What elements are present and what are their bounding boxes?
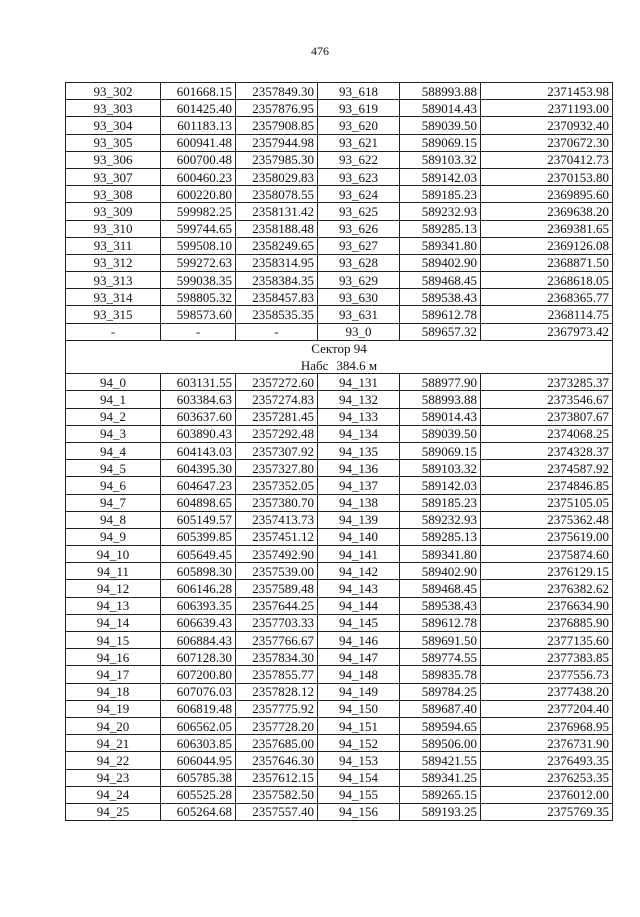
table-row xyxy=(66,425,613,442)
x-right: 589402.90 xyxy=(400,254,481,271)
point-id-left: 93_303 xyxy=(66,100,161,117)
point-id-right: 94_138 xyxy=(318,494,400,511)
y-right: 2375619.00 xyxy=(481,528,613,545)
point-id-left: 94_0 xyxy=(66,374,161,391)
y-right: 2369381.65 xyxy=(481,220,613,237)
y-left: 2357876.95 xyxy=(236,100,318,117)
x-left: 605785.38 xyxy=(161,769,236,786)
y-right: 2376634.90 xyxy=(481,597,613,614)
y-left: 2357646.30 xyxy=(236,752,318,769)
y-left: 2357834.30 xyxy=(236,649,318,666)
y-right: 2374587.92 xyxy=(481,460,613,477)
table-row xyxy=(66,237,613,254)
y-left: 2358078.55 xyxy=(236,186,318,203)
y-right: 2371453.98 xyxy=(481,83,613,100)
x-left: 603131.55 xyxy=(161,374,236,391)
y-left: 2357539.00 xyxy=(236,563,318,580)
x-left: 601425.40 xyxy=(161,100,236,117)
y-left: 2357612.15 xyxy=(236,769,318,786)
sector-elevation xyxy=(66,357,613,374)
point-id-left: 94_18 xyxy=(66,683,161,700)
point-id-right: 94_141 xyxy=(318,546,400,563)
y-right: 2376253.35 xyxy=(481,769,613,786)
table-row xyxy=(66,597,613,614)
x-right: 589538.43 xyxy=(400,289,481,306)
point-id-left: 94_17 xyxy=(66,666,161,683)
x-left: 606884.43 xyxy=(161,632,236,649)
page-number: 476 xyxy=(311,44,329,58)
point-id-left: 93_305 xyxy=(66,134,161,151)
sector-title-row xyxy=(66,340,613,357)
point-id-right: 94_148 xyxy=(318,666,400,683)
x-left: 605149.57 xyxy=(161,511,236,528)
point-id-left: 93_311 xyxy=(66,237,161,254)
y-left: 2357908.85 xyxy=(236,117,318,134)
point-id-right: 94_152 xyxy=(318,735,400,752)
y-right: 2375105.05 xyxy=(481,494,613,511)
x-left: - xyxy=(161,323,236,340)
point-id-left: 93_302 xyxy=(66,83,161,100)
x-left: 600941.48 xyxy=(161,134,236,151)
y-left: 2358314.95 xyxy=(236,254,318,271)
y-left: 2358535.35 xyxy=(236,306,318,323)
x-left: 601668.15 xyxy=(161,83,236,100)
x-right: 589657.32 xyxy=(400,323,481,340)
y-left: 2357380.70 xyxy=(236,494,318,511)
point-id-right: 94_155 xyxy=(318,786,400,803)
point-id-right: 94_142 xyxy=(318,563,400,580)
table-row xyxy=(66,580,613,597)
x-left: 600460.23 xyxy=(161,168,236,185)
y-left: 2357849.30 xyxy=(236,83,318,100)
x-left: 603890.43 xyxy=(161,425,236,442)
point-id-right: 94_131 xyxy=(318,374,400,391)
x-right: 589142.03 xyxy=(400,168,481,185)
x-right: 589285.13 xyxy=(400,220,481,237)
point-id-right: 94_145 xyxy=(318,614,400,631)
x-left: 606393.35 xyxy=(161,597,236,614)
x-right: 589069.15 xyxy=(400,442,481,459)
table-row xyxy=(66,83,613,100)
point-id-left: 94_15 xyxy=(66,632,161,649)
point-id-right: 94_134 xyxy=(318,425,400,442)
y-right: 2374068.25 xyxy=(481,425,613,442)
y-left: 2358029.83 xyxy=(236,168,318,185)
table-row xyxy=(66,203,613,220)
y-right: 2374328.37 xyxy=(481,442,613,459)
x-left: 607200.80 xyxy=(161,666,236,683)
y-right: 2367973.42 xyxy=(481,323,613,340)
y-left: 2358384.35 xyxy=(236,272,318,289)
y-right: 2370153.80 xyxy=(481,168,613,185)
x-right: 589185.23 xyxy=(400,186,481,203)
y-left: 2357492.90 xyxy=(236,546,318,563)
x-right: 588977.90 xyxy=(400,374,481,391)
x-right: 589594.65 xyxy=(400,717,481,734)
y-right: 2376129.15 xyxy=(481,563,613,580)
y-left: 2357855.77 xyxy=(236,666,318,683)
x-left: 606819.48 xyxy=(161,700,236,717)
x-right: 589285.13 xyxy=(400,528,481,545)
x-right: 589687.40 xyxy=(400,700,481,717)
point-id-left: 93_315 xyxy=(66,306,161,323)
point-id-left: 94_21 xyxy=(66,735,161,752)
x-right: 589402.90 xyxy=(400,563,481,580)
point-id-left: 94_4 xyxy=(66,442,161,459)
y-left: 2357703.33 xyxy=(236,614,318,631)
point-id-right: 93_623 xyxy=(318,168,400,185)
y-right: 2374846.85 xyxy=(481,477,613,494)
point-id-left: 94_25 xyxy=(66,803,161,820)
y-right: 2376382.62 xyxy=(481,580,613,597)
x-left: 605525.28 xyxy=(161,786,236,803)
x-right: 589468.45 xyxy=(400,272,481,289)
point-id-right: 93_621 xyxy=(318,134,400,151)
y-right: 2376885.90 xyxy=(481,614,613,631)
x-right: 589835.78 xyxy=(400,666,481,683)
x-right: 589069.15 xyxy=(400,134,481,151)
x-left: 605264.68 xyxy=(161,803,236,820)
point-id-right: 93_626 xyxy=(318,220,400,237)
point-id-right: 94_139 xyxy=(318,511,400,528)
table-row xyxy=(66,134,613,151)
point-id-left: 94_14 xyxy=(66,614,161,631)
y-right: 2373807.67 xyxy=(481,408,613,425)
x-right: 589039.50 xyxy=(400,425,481,442)
x-right: 589039.50 xyxy=(400,117,481,134)
x-right: 589014.43 xyxy=(400,100,481,117)
y-left: 2357327.80 xyxy=(236,460,318,477)
table-row xyxy=(66,408,613,425)
y-right: 2370412.73 xyxy=(481,151,613,168)
y-right: 2377383.85 xyxy=(481,649,613,666)
y-left: 2357828.12 xyxy=(236,683,318,700)
y-left: 2357985.30 xyxy=(236,151,318,168)
point-id-right: 93_625 xyxy=(318,203,400,220)
y-left: 2357451.12 xyxy=(236,528,318,545)
x-left: 599508.10 xyxy=(161,237,236,254)
y-left: 2358131.42 xyxy=(236,203,318,220)
y-right: 2376731.90 xyxy=(481,735,613,752)
x-right: 589232.93 xyxy=(400,511,481,528)
table-row xyxy=(66,323,613,340)
x-left: 606146.28 xyxy=(161,580,236,597)
y-right: 2368871.50 xyxy=(481,254,613,271)
table-row xyxy=(66,442,613,459)
y-left: - xyxy=(236,323,318,340)
y-left: 2357775.92 xyxy=(236,700,318,717)
table-row xyxy=(66,186,613,203)
x-right: 588993.88 xyxy=(400,391,481,408)
point-id-left: 93_304 xyxy=(66,117,161,134)
x-left: 606303.85 xyxy=(161,735,236,752)
x-left: 606562.05 xyxy=(161,717,236,734)
sector-elevation-row xyxy=(66,357,613,374)
x-left: 603637.60 xyxy=(161,408,236,425)
table-row xyxy=(66,769,613,786)
table-row xyxy=(66,528,613,545)
x-right: 589691.50 xyxy=(400,632,481,649)
x-left: 604143.03 xyxy=(161,442,236,459)
point-id-right: 94_153 xyxy=(318,752,400,769)
table-row xyxy=(66,563,613,580)
point-id-left: 94_19 xyxy=(66,700,161,717)
table-row xyxy=(66,700,613,717)
x-left: 599038.35 xyxy=(161,272,236,289)
y-right: 2373546.67 xyxy=(481,391,613,408)
x-right: 589193.25 xyxy=(400,803,481,820)
y-left: 2357352.05 xyxy=(236,477,318,494)
x-left: 599982.25 xyxy=(161,203,236,220)
y-left: 2357728.20 xyxy=(236,717,318,734)
x-right: 589341.80 xyxy=(400,546,481,563)
point-id-left: 94_3 xyxy=(66,425,161,442)
x-left: 606639.43 xyxy=(161,614,236,631)
sector-title: Сектор 94 xyxy=(66,340,613,357)
x-right: 589341.80 xyxy=(400,237,481,254)
point-id-left: 93_313 xyxy=(66,272,161,289)
x-right: 589774.55 xyxy=(400,649,481,666)
x-left: 605649.45 xyxy=(161,546,236,563)
point-id-right: 94_149 xyxy=(318,683,400,700)
table-row xyxy=(66,666,613,683)
x-right: 589103.32 xyxy=(400,151,481,168)
x-right: 589014.43 xyxy=(400,408,481,425)
point-id-right: 94_147 xyxy=(318,649,400,666)
y-left: 2357685.00 xyxy=(236,735,318,752)
y-left: 2357644.25 xyxy=(236,597,318,614)
y-right: 2371193.00 xyxy=(481,100,613,117)
table-row xyxy=(66,117,613,134)
x-right: 589784.25 xyxy=(400,683,481,700)
point-id-right: 93_627 xyxy=(318,237,400,254)
x-left: 603384.63 xyxy=(161,391,236,408)
x-right: 589185.23 xyxy=(400,494,481,511)
x-left: 604647.23 xyxy=(161,477,236,494)
table-row xyxy=(66,151,613,168)
y-right: 2370932.40 xyxy=(481,117,613,134)
elevation-label: Набс xyxy=(300,357,329,373)
point-id-right: 93_622 xyxy=(318,151,400,168)
table-row xyxy=(66,477,613,494)
y-left: 2357307.92 xyxy=(236,442,318,459)
point-id-left: 93_307 xyxy=(66,168,161,185)
point-id-left: 93_312 xyxy=(66,254,161,271)
x-left: 600700.48 xyxy=(161,151,236,168)
y-right: 2377204.40 xyxy=(481,700,613,717)
y-right: 2377135.60 xyxy=(481,632,613,649)
x-left: 599272.63 xyxy=(161,254,236,271)
point-id-left: 94_8 xyxy=(66,511,161,528)
y-left: 2357766.67 xyxy=(236,632,318,649)
x-right: 589265.15 xyxy=(400,786,481,803)
table-row xyxy=(66,614,613,631)
y-left: 2358457.83 xyxy=(236,289,318,306)
y-left: 2357944.98 xyxy=(236,134,318,151)
y-right: 2373285.37 xyxy=(481,374,613,391)
point-id-right: 93_618 xyxy=(318,83,400,100)
point-id-left: 94_6 xyxy=(66,477,161,494)
x-right: 588993.88 xyxy=(400,83,481,100)
point-id-left: 94_9 xyxy=(66,528,161,545)
table-row xyxy=(66,391,613,408)
x-right: 589468.45 xyxy=(400,580,481,597)
x-left: 600220.80 xyxy=(161,186,236,203)
y-left: 2357292.48 xyxy=(236,425,318,442)
point-id-right: 93_629 xyxy=(318,272,400,289)
point-id-left: 94_1 xyxy=(66,391,161,408)
y-right: 2376493.35 xyxy=(481,752,613,769)
x-right: 589538.43 xyxy=(400,597,481,614)
point-id-left: 93_310 xyxy=(66,220,161,237)
x-left: 598805.32 xyxy=(161,289,236,306)
table-row xyxy=(66,254,613,271)
table-row xyxy=(66,289,613,306)
x-left: 605898.30 xyxy=(161,563,236,580)
point-id-left: - xyxy=(66,323,161,340)
point-id-left: 94_2 xyxy=(66,408,161,425)
y-left: 2357274.83 xyxy=(236,391,318,408)
point-id-left: 94_12 xyxy=(66,580,161,597)
point-id-left: 94_7 xyxy=(66,494,161,511)
table-row xyxy=(66,717,613,734)
point-id-left: 94_11 xyxy=(66,563,161,580)
point-id-left: 94_10 xyxy=(66,546,161,563)
y-left: 2358188.48 xyxy=(236,220,318,237)
point-id-right: 94_150 xyxy=(318,700,400,717)
y-right: 2368618.05 xyxy=(481,272,613,289)
point-id-right: 94_146 xyxy=(318,632,400,649)
x-left: 605399.85 xyxy=(161,528,236,545)
y-right: 2375874.60 xyxy=(481,546,613,563)
x-right: 589142.03 xyxy=(400,477,481,494)
table-row xyxy=(66,546,613,563)
table-row xyxy=(66,632,613,649)
x-left: 598573.60 xyxy=(161,306,236,323)
elevation-value: 384.6 м xyxy=(336,357,378,373)
y-right: 2375362.48 xyxy=(481,511,613,528)
y-right: 2369895.60 xyxy=(481,186,613,203)
point-id-right: 93_628 xyxy=(318,254,400,271)
table-row xyxy=(66,494,613,511)
point-id-right: 94_137 xyxy=(318,477,400,494)
point-id-right: 94_143 xyxy=(318,580,400,597)
table-row xyxy=(66,460,613,477)
point-id-right: 93_0 xyxy=(318,323,400,340)
point-id-right: 94_135 xyxy=(318,442,400,459)
point-id-right: 93_630 xyxy=(318,289,400,306)
point-id-left: 94_13 xyxy=(66,597,161,614)
x-right: 589341.25 xyxy=(400,769,481,786)
sector-94-header xyxy=(66,340,613,373)
x-right: 589612.78 xyxy=(400,306,481,323)
x-right: 589612.78 xyxy=(400,614,481,631)
x-left: 606044.95 xyxy=(161,752,236,769)
table-row xyxy=(66,168,613,185)
x-right: 589421.55 xyxy=(400,752,481,769)
table-row xyxy=(66,220,613,237)
sector-94-rows xyxy=(66,374,613,821)
point-id-right: 94_144 xyxy=(318,597,400,614)
point-id-right: 93_619 xyxy=(318,100,400,117)
point-id-left: 93_308 xyxy=(66,186,161,203)
table-row xyxy=(66,803,613,820)
y-right: 2370672.30 xyxy=(481,134,613,151)
y-right: 2376968.95 xyxy=(481,717,613,734)
table-row xyxy=(66,649,613,666)
y-right: 2377438.20 xyxy=(481,683,613,700)
y-right: 2377556.73 xyxy=(481,666,613,683)
point-id-left: 94_16 xyxy=(66,649,161,666)
point-id-right: 94_154 xyxy=(318,769,400,786)
y-right: 2369126.08 xyxy=(481,237,613,254)
point-id-right: 93_631 xyxy=(318,306,400,323)
table-row xyxy=(66,272,613,289)
table-row xyxy=(66,374,613,391)
y-right: 2376012.00 xyxy=(481,786,613,803)
point-id-left: 94_20 xyxy=(66,717,161,734)
y-left: 2357413.73 xyxy=(236,511,318,528)
point-id-left: 93_306 xyxy=(66,151,161,168)
table-row xyxy=(66,100,613,117)
sector-93-rows xyxy=(66,83,613,341)
y-left: 2358249.65 xyxy=(236,237,318,254)
table-row xyxy=(66,306,613,323)
x-left: 601183.13 xyxy=(161,117,236,134)
point-id-left: 93_309 xyxy=(66,203,161,220)
table-row xyxy=(66,683,613,700)
y-left: 2357589.48 xyxy=(236,580,318,597)
x-left: 607128.30 xyxy=(161,649,236,666)
x-right: 589103.32 xyxy=(400,460,481,477)
y-right: 2369638.20 xyxy=(481,203,613,220)
coordinates-table xyxy=(65,82,613,821)
y-left: 2357272.60 xyxy=(236,374,318,391)
point-id-left: 93_314 xyxy=(66,289,161,306)
point-id-right: 94_140 xyxy=(318,528,400,545)
point-id-right: 94_151 xyxy=(318,717,400,734)
y-left: 2357281.45 xyxy=(236,408,318,425)
point-id-left: 94_22 xyxy=(66,752,161,769)
point-id-left: 94_5 xyxy=(66,460,161,477)
x-left: 607076.03 xyxy=(161,683,236,700)
point-id-right: 94_136 xyxy=(318,460,400,477)
x-right: 589232.93 xyxy=(400,203,481,220)
point-id-right: 94_156 xyxy=(318,803,400,820)
point-id-left: 94_23 xyxy=(66,769,161,786)
y-left: 2357582.50 xyxy=(236,786,318,803)
point-id-right: 93_620 xyxy=(318,117,400,134)
point-id-right: 93_624 xyxy=(318,186,400,203)
x-left: 604898.65 xyxy=(161,494,236,511)
y-right: 2368365.77 xyxy=(481,289,613,306)
point-id-left: 94_24 xyxy=(66,786,161,803)
x-right: 589506.00 xyxy=(400,735,481,752)
table-row xyxy=(66,786,613,803)
point-id-right: 94_133 xyxy=(318,408,400,425)
y-right: 2375769.35 xyxy=(481,803,613,820)
point-id-right: 94_132 xyxy=(318,391,400,408)
y-left: 2357557.40 xyxy=(236,803,318,820)
x-left: 599744.65 xyxy=(161,220,236,237)
x-left: 604395.30 xyxy=(161,460,236,477)
table-row xyxy=(66,511,613,528)
table-row xyxy=(66,735,613,752)
table-row xyxy=(66,752,613,769)
y-right: 2368114.75 xyxy=(481,306,613,323)
